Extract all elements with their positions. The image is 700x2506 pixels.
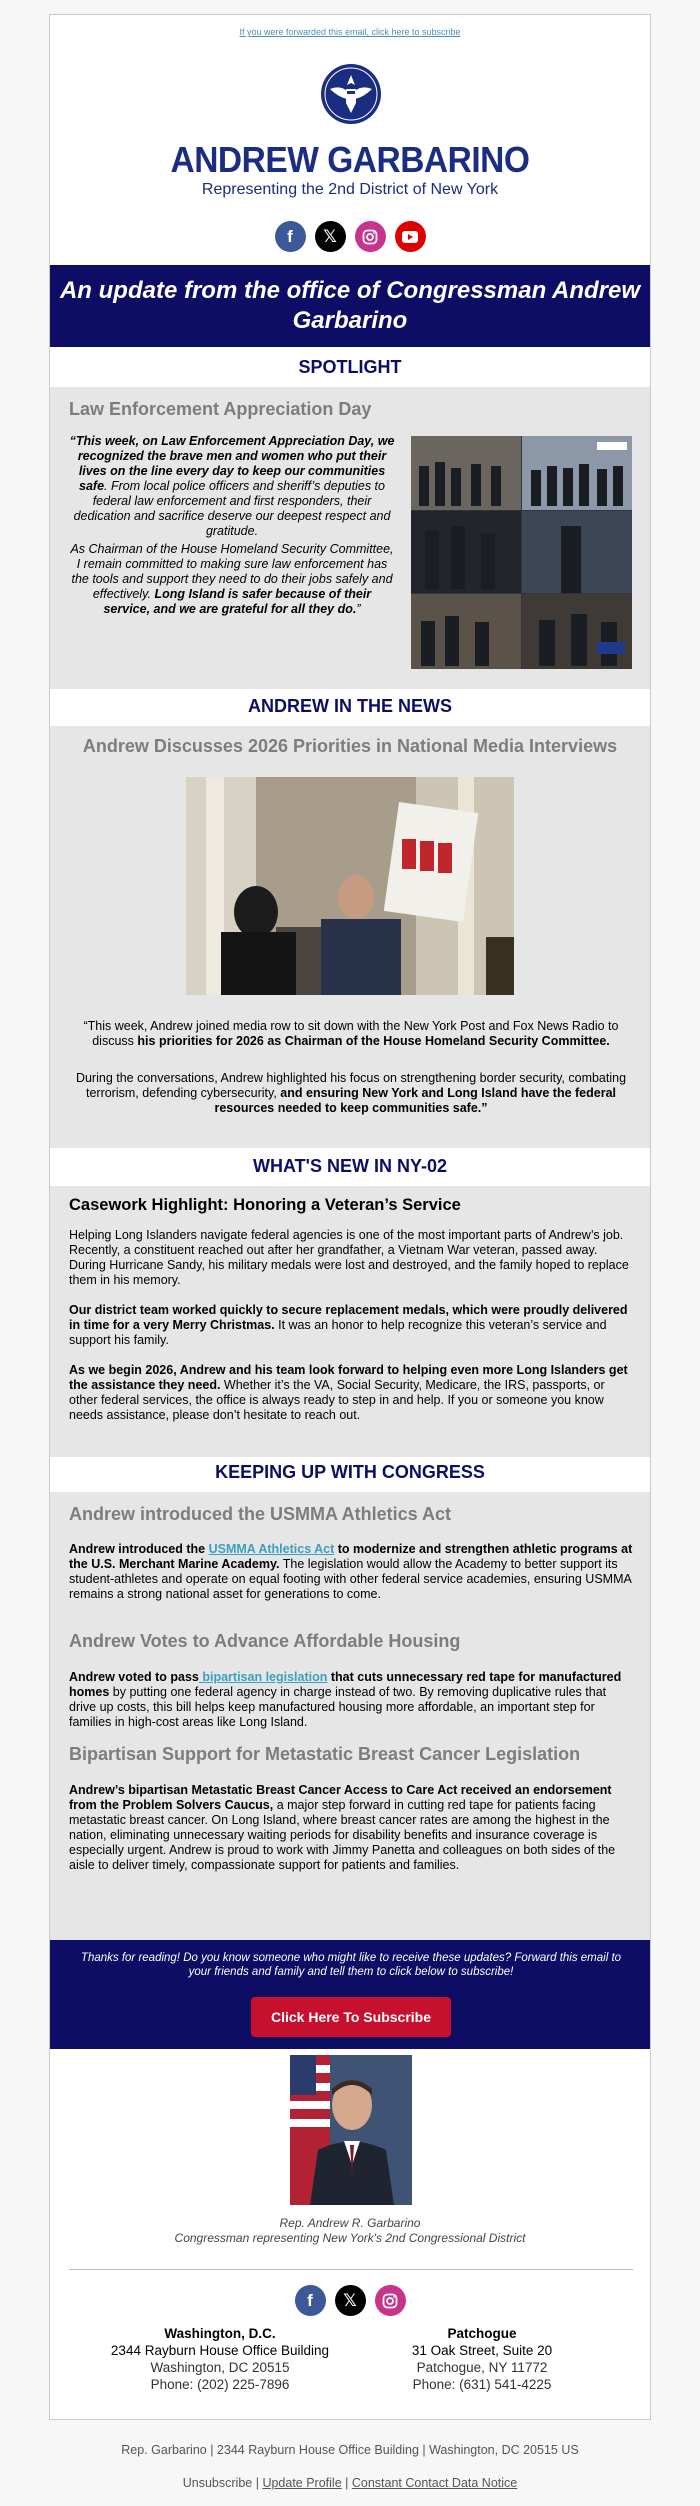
bipartisan-legislation-link[interactable]: bipartisan legislation <box>198 1670 328 1684</box>
footer-address: Rep. Garbarino | 2344 Rayburn House Office Building | Washington, DC 20515 US <box>121 2443 579 2457</box>
email-container <box>49 14 651 2420</box>
ny02-panel <box>50 1186 650 1457</box>
congress-item-cancer: Andrew’s bipartisan Metastatic Breast Cancer Access to Care Act received an endorsement from the Problem Solvers Caucus, a major step forward in cutting red tape for patients facing metastatic breast cancer. On Long Island, where breast cancer rates are among the highest in the nation, eliminating unnecessary waiting periods for disability benefits and insurance coverage is especially urgent. Andrew is proud to work with Jimmy Panetta and colleagues on both sides of the aisle to deliver timely, compassionate support for patients and families. <box>69 1783 616 1872</box>
spotlight-heading: Law Enforcement Appreciation Day <box>69 399 372 419</box>
news-paragraph-1: “This week, Andrew joined media row to sit down with the New York Post and Fox News Radio to discuss his priorities for 2026 as Chairman of the House Homeland Security Committee. <box>83 1019 619 1048</box>
ny02-paragraph-1: Helping Long Islanders navigate federal agencies is one of the most important parts of Andrew’s job. Recently, a constituent reached out after her grandfather, a Vietnam War veteran, passed away. During Hurricane Sandy, his military medals were lost and destroyed, and the family hoped to replace them in his memory. <box>69 1228 629 1287</box>
spotlight-paragraph-1: “This week, on Law Enforcement Appreciation Day, we recognized the brave men and women who put their lives on the line every day to keep our communities safe. From local police officers and sheriff’s deputies to federal law enforcement and first responders, their dedication and sacrifice deserve our deepest respect and gratitude. <box>69 434 395 538</box>
update-profile-link[interactable]: Update Profile <box>262 2476 342 2490</box>
ny02-paragraph-2: Our district team worked quickly to secure replacement medals, which were proudly delivered in time for a very Merry Christmas. It was an honor to help recognize this veteran’s service and support his family. <box>69 1303 628 1347</box>
section-title-congress: KEEPING UP WITH CONGRESS <box>215 1462 485 1482</box>
section-title-ny02: WHAT'S NEW IN NY-02 <box>253 1156 447 1176</box>
footer-x-icon[interactable]: 𝕏 <box>335 2285 366 2316</box>
congressman-portrait <box>290 2055 412 2205</box>
news-heading: Andrew Discusses 2026 Priorities in National Media Interviews <box>82 736 618 756</box>
law-enforcement-photo-collage <box>411 436 632 669</box>
congress-item-housing: Andrew voted to pass bipartisan legislation that cuts unnecessary red tape for manufactured homes by putting one federal agency in charge instead of two. By removing duplicative rules that drive up costs, this bill helps keep manufactured housing more affordable, an important step for families in high-cost areas like Long Island. <box>69 1670 622 1729</box>
brand-name: ANDREW GARBARINO <box>170 139 530 180</box>
subscribe-button[interactable]: Click Here To Subscribe <box>251 1997 451 2037</box>
brand-block <box>50 139 650 199</box>
instagram-icon[interactable] <box>355 221 386 252</box>
office-washington: Washington, D.C. 2344 Rayburn House Office Building Washington, DC 20515 Phone: (202) 225-7896 <box>110 2326 330 2392</box>
congress-heading-cancer: Bipartisan Support for Metastatic Breast Cancer Legislation <box>69 1744 581 1764</box>
subscribe-text: Thanks for reading! Do you know someone who might like to receive these updates? Forward this email to your friends and family and tell them to click below to subscribe! <box>80 1952 622 1978</box>
congress-panel <box>50 1492 650 1940</box>
section-title-news: ANDREW IN THE NEWS <box>248 696 452 716</box>
youtube-icon[interactable] <box>395 221 426 252</box>
x-icon[interactable]: 𝕏 <box>315 221 346 252</box>
office-patchogue: Patchogue 31 Oak Street, Suite 20 Patchogue, NY 11772 Phone: (631) 541-4225 <box>411 2326 553 2392</box>
spotlight-paragraph-2: As Chairman of the House Homeland Security Committee, I remain committed to making sure law enforcement has the tools and support they need to do their jobs safely and effectively. Long Island is safer because of their service, and we are grateful for all they do.” <box>70 542 394 616</box>
signature-name: Rep. Andrew R. Garbarino <box>279 2216 421 2230</box>
footer-instagram-icon[interactable] <box>375 2285 406 2316</box>
facebook-icon[interactable]: f <box>275 221 306 252</box>
congress-item-usmma: Andrew introduced the USMMA Athletics Act to modernize and strengthen athletic programs at the U.S. Merchant Marine Academy. The legislation would allow the Academy to better support its student-athletes and operate on equal footing with other federal service academies, ensuring USMMA remains a strong national asset for generations to come. <box>69 1542 633 1601</box>
footer-facebook-icon[interactable]: f <box>295 2285 326 2316</box>
footer-social-links <box>50 2285 650 2316</box>
congress-heading-housing: Andrew Votes to Advance Affordable Housing <box>69 1631 461 1651</box>
signature-block <box>50 2216 650 2246</box>
news-paragraph-2: During the conversations, Andrew highlighted his focus on strengthening border security, combating terrorism, defending cybersecurity, and ensuring New York and Long Island have the federal resources needed to keep communities safe.” <box>75 1071 627 1115</box>
footer-links: Unsubscribe | Update Profile | Constant Contact Data Notice <box>182 2476 518 2490</box>
ny02-paragraph-3: As we begin 2026, Andrew and his team look forward to helping even more Long Islanders get the assistance they need. Whether it’s the VA, Social Security, Medicare, the IRS, passports, or other federal services, the office is always ready to step in and help. If you or someone you know needs assistance, please don’t hesitate to reach out. <box>69 1363 628 1422</box>
unsubscribe-link[interactable]: Unsubscribe <box>182 2476 253 2490</box>
brand-subtitle: Representing the 2nd District of New York <box>201 181 499 198</box>
congressional-seal-icon <box>320 63 382 125</box>
usmma-act-link[interactable]: USMMA Athletics Act <box>208 1542 335 1556</box>
signature-title: Congressman representing New York's 2nd Congressional District <box>174 2231 526 2245</box>
congress-heading-usmma: Andrew introduced the USMMA Athletics Act <box>69 1504 452 1524</box>
social-links <box>50 221 650 252</box>
forward-subscribe-link[interactable]: If you were forwarded this email, click here to subscribe <box>239 27 461 37</box>
ny02-heading: Casework Highlight: Honoring a Veteran’s Service <box>69 1196 461 1214</box>
media-interview-photo <box>186 777 514 995</box>
footer-divider <box>69 2269 633 2270</box>
headline-banner: An update from the office of Congressman Andrew Garbarino <box>50 265 650 347</box>
constant-contact-notice-link[interactable]: Constant Contact Data Notice <box>351 2476 518 2490</box>
section-title-spotlight: SPOTLIGHT <box>298 357 402 377</box>
